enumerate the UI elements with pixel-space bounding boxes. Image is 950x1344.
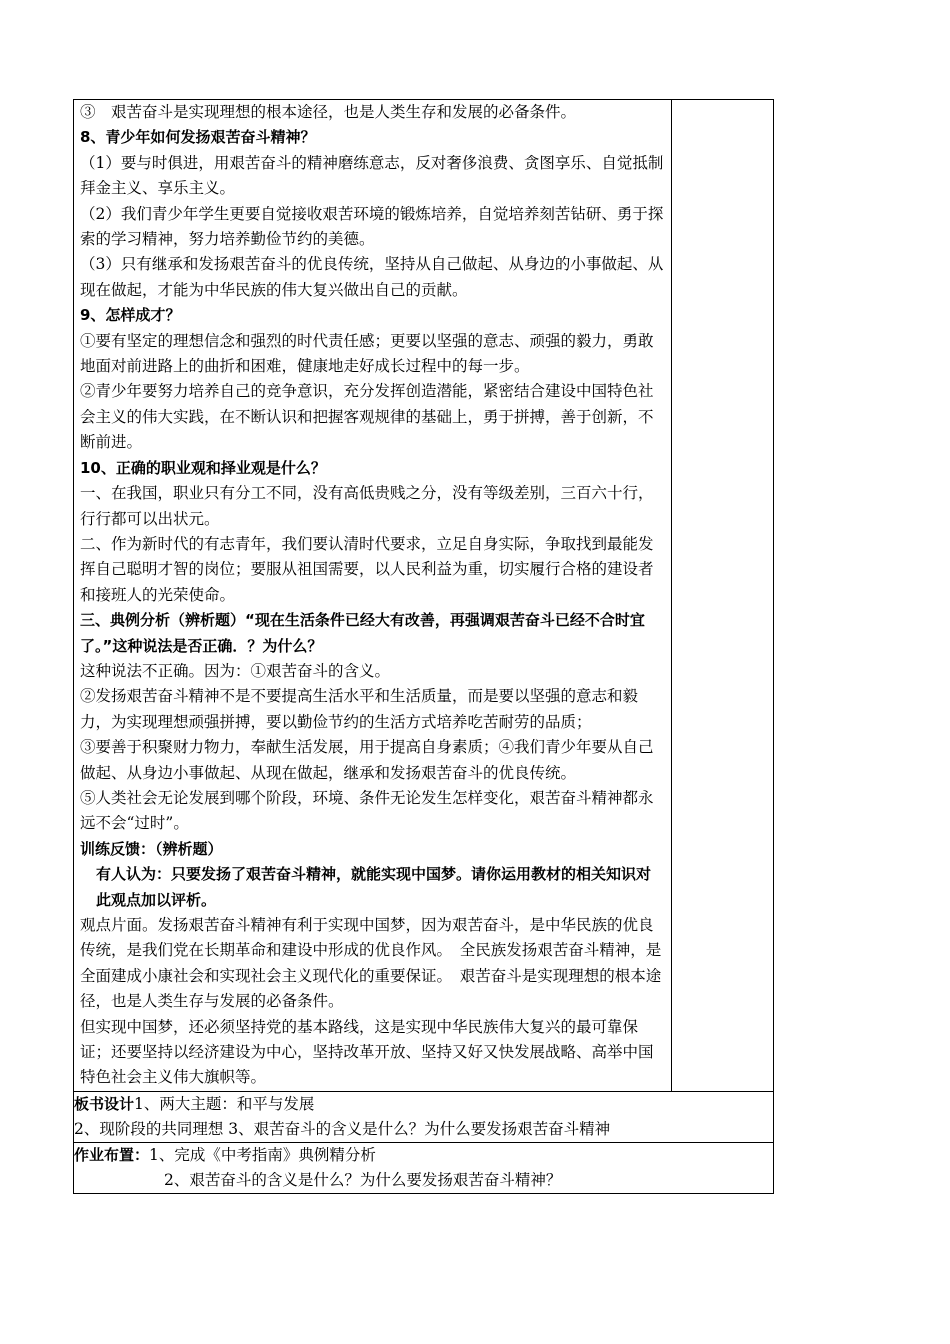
training-para-1: 观点片面。发扬艰苦奋斗精神有利于实现中国梦，因为艰苦奋斗，是中华民族的优良传统，是我们党在长期革命和建设中形成的优良作风。 全民族发扬艰苦奋斗精神，是全面建成小康社会和实现社会主义现代化的重要保证。 艰苦奋斗是实现理想的根本途径，也是人类生存与发展的必备条件。 bbox=[80, 916, 662, 1011]
part3-para-3: ③要善于积聚财力物力，奉献生活发展，用于提高自身素质；④我们青少年要从自己做起、从身边小事做起、从现在做起，继承和发扬艰苦奋斗的优良传统。 bbox=[80, 738, 654, 782]
board-design-cell bbox=[74, 1091, 774, 1142]
side-notes-cell bbox=[672, 100, 774, 1092]
q8-para-3: （3）只有继承和发扬艰苦奋斗的优良传统，坚持从自己做起、从身边的小事做起、从现在做起，才能为中华民族的伟大复兴做出自己的贡献。 bbox=[80, 255, 664, 299]
homework-item-1: 1、完成《中考指南》典例精分析 bbox=[149, 1145, 376, 1164]
training-question: 有人认为：只要发扬了艰苦奋斗精神，就能实现中国梦。请你运用教材的相关知识对此观点加以评析。 bbox=[96, 865, 652, 909]
homework-label: 作业布置： bbox=[74, 1145, 150, 1164]
board-line-1: 1、两大主题：和平与发展 bbox=[134, 1094, 315, 1113]
main-content bbox=[74, 100, 671, 1091]
part3-para-4: ⑤人类社会无论发展到哪个阶段，环境、条件无论发生怎样变化，艰苦奋斗精神都永远不会“过时”。 bbox=[80, 788, 654, 833]
part3-para-1: 这种说法不正确。因为：①艰苦奋斗的含义。 bbox=[80, 661, 391, 680]
main-row bbox=[74, 100, 774, 1092]
homework-item-2: 2、艰苦奋斗的含义是什么？为什么要发扬艰苦奋斗精神？ bbox=[164, 1170, 562, 1189]
part3-para-2: ②发扬艰苦奋斗精神不是不要提高生活水平和生活质量，而是要以坚强的意志和毅力，为实现理想顽强拼搏，要以勤俭节约的生活方式培养吃苦耐劳的品质； bbox=[80, 687, 639, 731]
board-row bbox=[74, 1091, 774, 1142]
q9-para-2: ②青少年要努力培养自己的竞争意识，充分发挥创造潜能，紧密结合建设中国特色社会主义的伟大实践，在不断认识和把握客观规律的基础上，勇于拼搏，善于创新，不断前进。 bbox=[80, 382, 654, 452]
q8-title: 8、青少年如何发扬艰苦奋斗精神？ bbox=[80, 128, 316, 147]
board-line-2: 2、现阶段的共同理想 3、艰苦奋斗的含义是什么？为什么要发扬艰苦奋斗精神 bbox=[74, 1119, 611, 1138]
training-para-2: 但实现中国梦，还必须坚持党的基本路线，这是实现中华民族伟大复兴的最可靠保证；还要坚持以经济建设为中心，坚持改革开放、坚持又好又快发展战略、高举中国特色社会主义伟大旗帜等。 bbox=[80, 1017, 654, 1087]
q8-para-1: （1）要与时俱进，用艰苦奋斗的精神磨练意志，反对奢侈浪费、贪图享乐、自觉抵制拜金主义、享乐主义。 bbox=[80, 153, 664, 198]
top-item-3: ③ 艰苦奋斗是实现理想的根本途径，也是人类生存和发展的必备条件。 bbox=[80, 103, 577, 121]
homework-row bbox=[74, 1142, 774, 1193]
q9-para-1: ①要有坚定的理想信念和强烈的时代责任感；更要以坚强的意志、顽强的毅力，勇敢地面对前进路上的曲折和困难，健康地走好成长过程中的每一步。 bbox=[80, 331, 654, 376]
q10-para-1: 一、在我国，职业只有分工不同，没有高低贵贱之分，没有等级差别，三百六十行，行行都可以出状元。 bbox=[80, 484, 654, 528]
q8-para-2: （2）我们青少年学生更要自觉接收艰苦环境的锻炼培养，自觉培养刻苦钻研、勇于探索的学习精神，努力培养勤俭节约的美德。 bbox=[80, 204, 664, 249]
q10-title: 10、正确的职业观和择业观是什么？ bbox=[80, 458, 326, 477]
part3-title: 三、典例分析（辨析题）“现在生活条件已经大有改善，再强调艰苦奋斗已经不合时宜了。”这种说法是否正确．？为什么？ bbox=[80, 611, 645, 655]
q10-para-2: 二、作为新时代的有志青年，我们要认清时代要求，立足自身实际，争取找到最能发挥自己聪明才智的岗位；要服从祖国需要，以人民利益为重，切实履行合格的建设者和接班人的光荣使命。 bbox=[80, 534, 654, 604]
homework-cell bbox=[74, 1142, 774, 1193]
board-label: 板书设计 bbox=[74, 1094, 135, 1113]
lesson-table bbox=[73, 99, 774, 1194]
training-title: 训练反馈：（辨析题） bbox=[80, 839, 223, 858]
q9-title: 9、怎样成才？ bbox=[80, 306, 181, 325]
main-content-cell bbox=[74, 100, 672, 1092]
